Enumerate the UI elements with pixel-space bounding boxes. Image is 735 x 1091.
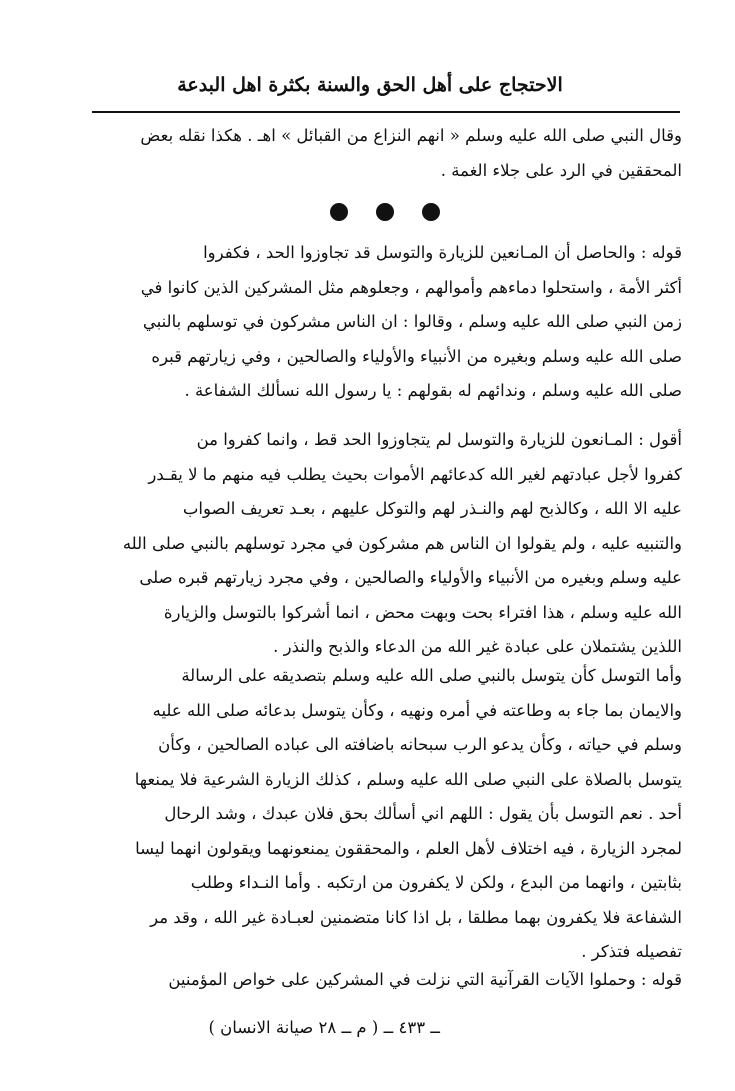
text-line: تفصيله فتذكر . [581, 942, 682, 961]
paragraph-5 [90, 963, 682, 998]
text-line: أكثر الأمة ، واستحلوا دماءهم وأموالهم ، وجعلوهم مثل المشركين الذين كانوا في [140, 277, 682, 297]
page-footer: ــ ٤٣٣ ــ ( م ــ ٢٨ صيانة الانسان ) [208, 1018, 440, 1037]
text-line: صلى الله عليه وسلم ، وندائهم له بقولهم : يا رسول الله نسألك الشفاعة . [184, 381, 682, 400]
text-line: قوله : والحاصل أن المـانعين للزيارة والتوسل قد تجاوزوا الحد ، فكفروا [203, 243, 682, 262]
text-line: المحققين في الرد على جلاء الغمة . [440, 160, 682, 180]
paragraph-2 [90, 236, 682, 409]
text-line: بثابتين ، وانهما من البدع ، ولكن لا يكفرون من ارتكبه . وأما النـداء وطلب [190, 873, 682, 892]
text-line: الله عليه وسلم ، هذا افتراء بحت وبهت محض ، انما أشركوا بالتوسل والزيارة [163, 602, 682, 622]
text-line: والتنبيه عليه ، ولم يقولوا ان الناس هم مشركون في مجرد توسلهم بالنبي صلى الله [122, 533, 682, 553]
text-line: أقول : المـانعون للزيارة والتوسل لم يتجاوزوا الحد قط ، وانما كفروا من [196, 430, 682, 449]
text-line: قوله : وحملوا الآيات القرآنية التي نزلت في المشركين على خواص المؤمنين [168, 970, 682, 989]
paragraph-4 [90, 659, 682, 970]
text-line: عليه الا الله ، وكالذبح لهم والنـذر لهم والتوكل عليهم ، بعـد تعريف الصواب [182, 499, 682, 518]
separator-dot [376, 203, 394, 221]
text-line: وأما التوسل كأن يتوسل بالنبي صلى الله عليه وسلم بتصديقه على الرسالة [181, 666, 682, 685]
text-line: والايمان بما جاء به وطاعته في أمره ونهيه ، وكأن يتوسل بدعائه صلى الله عليه [152, 700, 682, 720]
paragraph-3 [90, 423, 682, 665]
text-line: أحد . نعم التوسل بأن يقول : اللهم اني أسألك بحق فلان عبدك ، وشد الرحال [164, 804, 682, 823]
text-line: زمن النبي صلى الله عليه وسلم ، وقالوا : ان الناس مشركون في توسلهم بالنبي [142, 312, 682, 331]
paragraph-1 [90, 119, 682, 188]
text-line: لمجرد الزيارة ، فيه اختلاف لأهل العلم ، والمحققون يمنعونهما ويقولون انهما ليسا [135, 838, 682, 858]
text-line: صلى الله عليه وسلم وبغيره من الأنبياء والأولياء والصالحين ، وفي زيارتهم قبره [151, 346, 682, 366]
text-line: عليه وسلم وبغيره من الأنبياء والأولياء والصالحين ، وفي مجرد زيارتهم قبره صلى [139, 568, 682, 587]
text-line: وقال النبي صلى الله عليه وسلم « انهم النزاع من القبائل » اهـ . هكذا نقله بعض [140, 126, 682, 145]
text-line: وسلم في حياته ، وكأن يدعو الرب سبحانه باضافته الى عباده الصالحين ، وكأن [158, 735, 682, 754]
text-line: الشفاعة فلا يكفرون بهما مطلقا ، بل اذا كانا متضمنين لعبـادة غير الله ، وقد مر [150, 907, 682, 927]
separator-dot [330, 203, 348, 221]
text-line: كفروا لأجل عبادتهم لغير الله كدعائهم الأموات بحيث يطلب فيه منهم ما لا يقـدر [148, 464, 682, 484]
header-rule [92, 111, 680, 113]
section-separator-dots [330, 201, 440, 223]
running-head-title: الاحتجاج على أهل الحق والسنة بكثرة اهل البدعة [177, 74, 563, 96]
separator-dot [422, 203, 440, 221]
text-line: يتوسل بالصلاة على النبي صلى الله عليه وسلم ، كذلك الزيارة الشرعية فلا يمنعها [134, 769, 682, 789]
text-line: اللذين يشتملان على عبادة غير الله من الدعاء والذبح والنذر . [273, 637, 682, 656]
